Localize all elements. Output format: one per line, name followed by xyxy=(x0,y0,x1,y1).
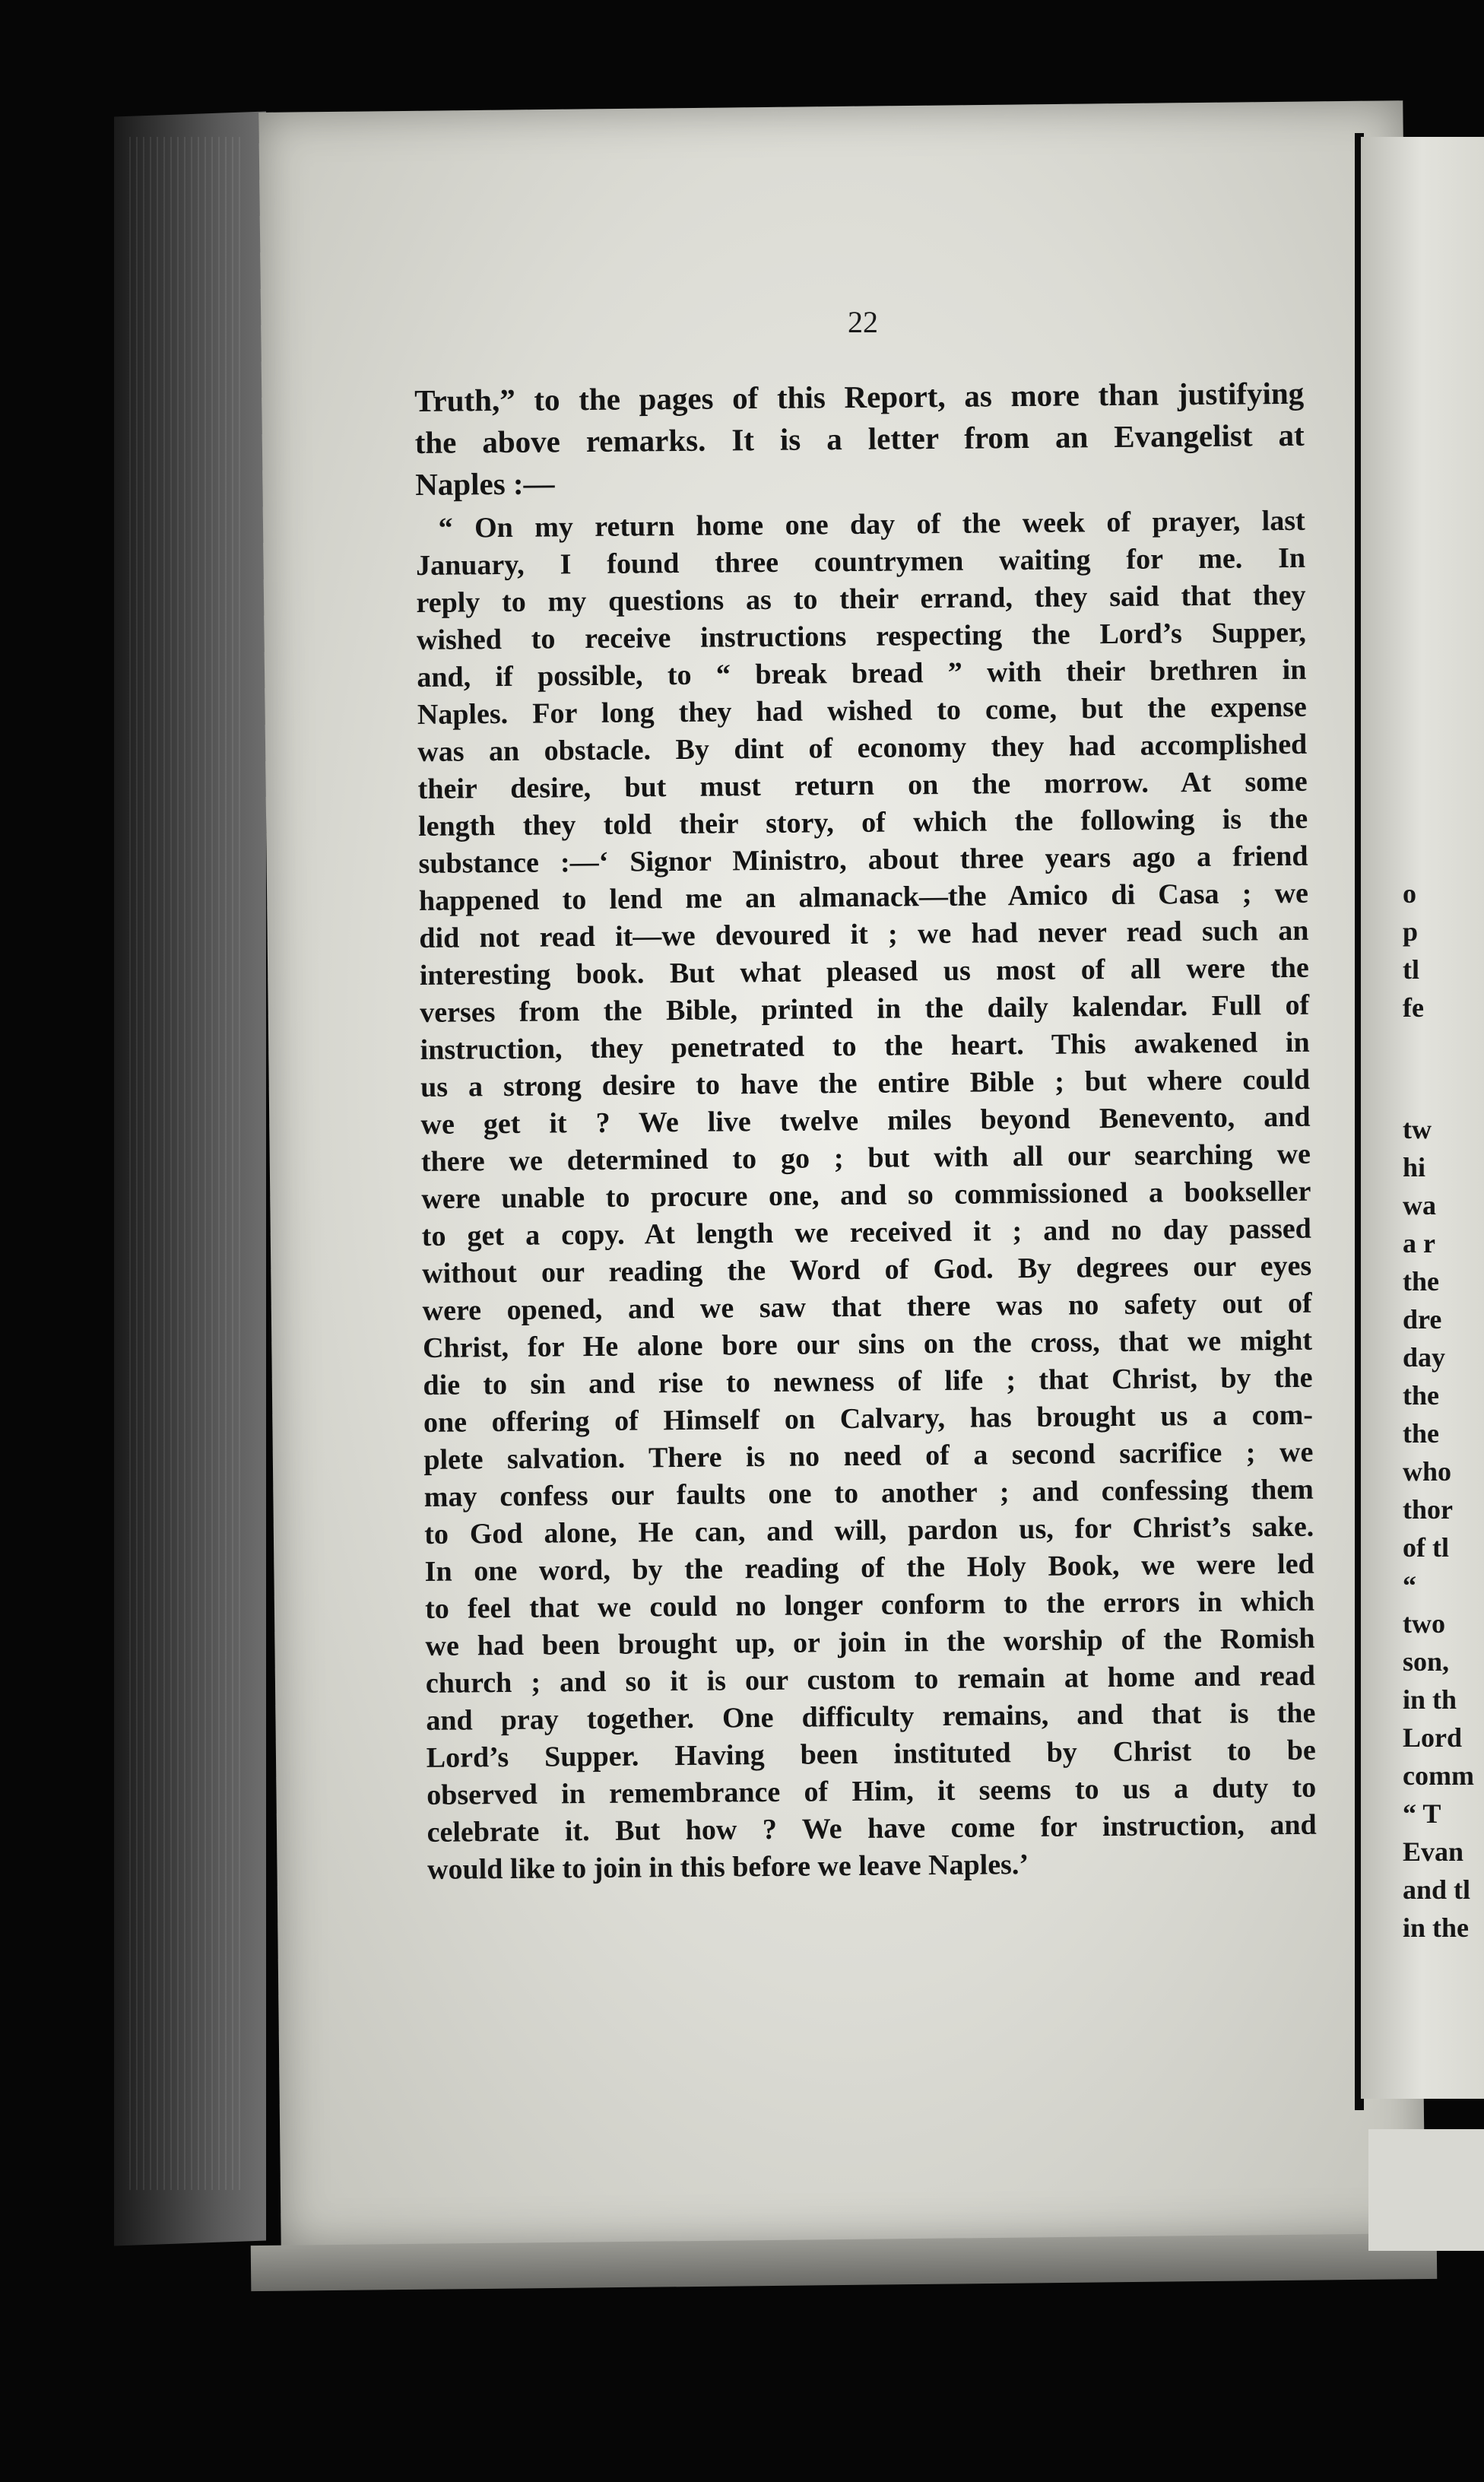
text-line: Christ, for He alone bore our sins on the cross, that we might xyxy=(422,1324,1313,1364)
fragment: and tl xyxy=(1403,1874,1471,1905)
lead-paragraph xyxy=(414,373,1305,506)
fragment: tw xyxy=(1403,1114,1432,1144)
fragment: in the xyxy=(1403,1912,1470,1943)
text-line: may confess our faults one to another ; and confessing them xyxy=(423,1473,1314,1513)
text-line: to get a copy. At length we received it ; and no day passed xyxy=(421,1212,1311,1252)
fragment: wa xyxy=(1403,1190,1436,1220)
text-line: was an obstacle. By dint of economy they had accomplished xyxy=(417,728,1308,768)
text-line: celebrate it. But how ? We have come for instruction, and xyxy=(426,1808,1317,1849)
fragment: dre xyxy=(1403,1304,1442,1335)
text-line: their desire, but must return on the morrow. At some xyxy=(417,765,1308,805)
text-line: observed in remembrance of Him, it seems to us a duty to xyxy=(426,1771,1317,1811)
fragment: p xyxy=(1403,916,1419,947)
text-line: to feel that we could no longer conform to the errors in which xyxy=(424,1585,1315,1625)
fragment: “ T xyxy=(1403,1798,1441,1829)
text-line: we had been brought up, or join in the worship of the Romish xyxy=(425,1622,1315,1662)
facing-page-text-fragments xyxy=(1403,874,1484,1947)
text-line: would like to join in this before we leave Naples.’ xyxy=(426,1849,1029,1886)
text-line: Lord’s Supper. Having been instituted by Christ to be xyxy=(426,1734,1316,1774)
fragment: “ xyxy=(1403,1570,1416,1601)
facing-page-corner xyxy=(1368,2129,1484,2251)
text-line: without our reading the Word of God. By degrees our eyes xyxy=(422,1249,1312,1290)
text-line: happened to lend me an almanack—the Amico di Casa ; we xyxy=(418,877,1309,917)
text-line: and, if possible, to “ break bread ” with their brethren in xyxy=(417,653,1307,694)
text-line: In one word, by the reading of the Holy Book, we were led xyxy=(424,1547,1314,1588)
fragment: the xyxy=(1403,1266,1439,1297)
text-line: one offering of Himself on Calvary, has brought us a com- xyxy=(423,1398,1314,1439)
text-line: Naples. For long they had wished to come, but the expense xyxy=(417,690,1307,731)
text-line: Truth,” to the pages of this Report, as more than justifying xyxy=(414,375,1305,418)
fragment: tl xyxy=(1403,954,1419,985)
text-line: reply to my questions as to their errand, they said that they xyxy=(416,579,1306,619)
fragment: son, xyxy=(1403,1646,1450,1677)
text-line: plete salvation. There is no need of a second sacrifice ; we xyxy=(423,1436,1314,1476)
text-line: us a strong desire to have the entire Bible ; but where could xyxy=(420,1063,1311,1103)
fragment: Lord xyxy=(1403,1722,1463,1753)
text-line: we get it ? We live twelve miles beyond Benevento, and xyxy=(420,1100,1311,1141)
fragment: fe xyxy=(1403,992,1424,1023)
fragment: thor xyxy=(1403,1494,1453,1525)
text-line: January, I found three countrymen waiting for me. In xyxy=(415,541,1306,582)
text-line: length they told their story, of which the following is the xyxy=(417,802,1308,843)
text-line: instruction, they penetrated to the heart. This awakened in xyxy=(420,1026,1310,1066)
fragment: in th xyxy=(1403,1684,1457,1715)
fragment: day xyxy=(1403,1342,1446,1373)
text-line: and pray together. One difficulty remains, and that is the xyxy=(426,1696,1316,1737)
text-line: did not read it—we devoured it ; we had never read such an xyxy=(419,914,1309,954)
text-line: were opened, and we saw that there was no safety out of xyxy=(422,1287,1312,1327)
fragment: hi xyxy=(1403,1152,1426,1182)
fragment: the xyxy=(1403,1380,1439,1411)
fragment: two xyxy=(1403,1608,1445,1639)
page-edge-stack xyxy=(129,137,243,2190)
fragment: the xyxy=(1403,1418,1439,1449)
fragment: o xyxy=(1403,878,1416,909)
text-line: to God alone, He can, and will, pardon us, for Christ’s sake. xyxy=(424,1510,1314,1550)
text-line: the above remarks. It is a letter from an Evangelist at xyxy=(414,417,1305,460)
text-line: were unable to procure one, and so commissioned a bookseller xyxy=(421,1175,1311,1215)
fragment: who xyxy=(1403,1456,1452,1487)
text-line: church ; and so it is our custom to remain at home and read xyxy=(425,1659,1316,1700)
text-line: Naples :— xyxy=(414,465,555,502)
text-line: “ On my return home one day of the week of prayer, last xyxy=(438,504,1305,544)
text-line: substance :—‘ Signor Ministro, about three years ago a friend xyxy=(418,840,1308,880)
text-line: wished to receive instructions respecting the Lord’s Supper, xyxy=(416,616,1307,656)
text-line: there we determined to go ; but with all our searching we xyxy=(420,1138,1311,1178)
fragment: Evan xyxy=(1403,1836,1464,1867)
text-line: die to sin and rise to newness of life ; that Christ, by the xyxy=(423,1361,1313,1401)
fragment: a r xyxy=(1403,1228,1435,1258)
text-line: verses from the Bible, printed in the daily kalendar. Full of xyxy=(420,989,1310,1029)
text-line: interesting book. But what pleased us most of all were the xyxy=(419,951,1309,992)
page-number: 22 xyxy=(848,305,878,339)
quoted-letter xyxy=(415,503,1317,1889)
page-text xyxy=(414,373,1317,1889)
fragment: comm xyxy=(1403,1760,1474,1791)
fragment: of tl xyxy=(1403,1532,1449,1563)
